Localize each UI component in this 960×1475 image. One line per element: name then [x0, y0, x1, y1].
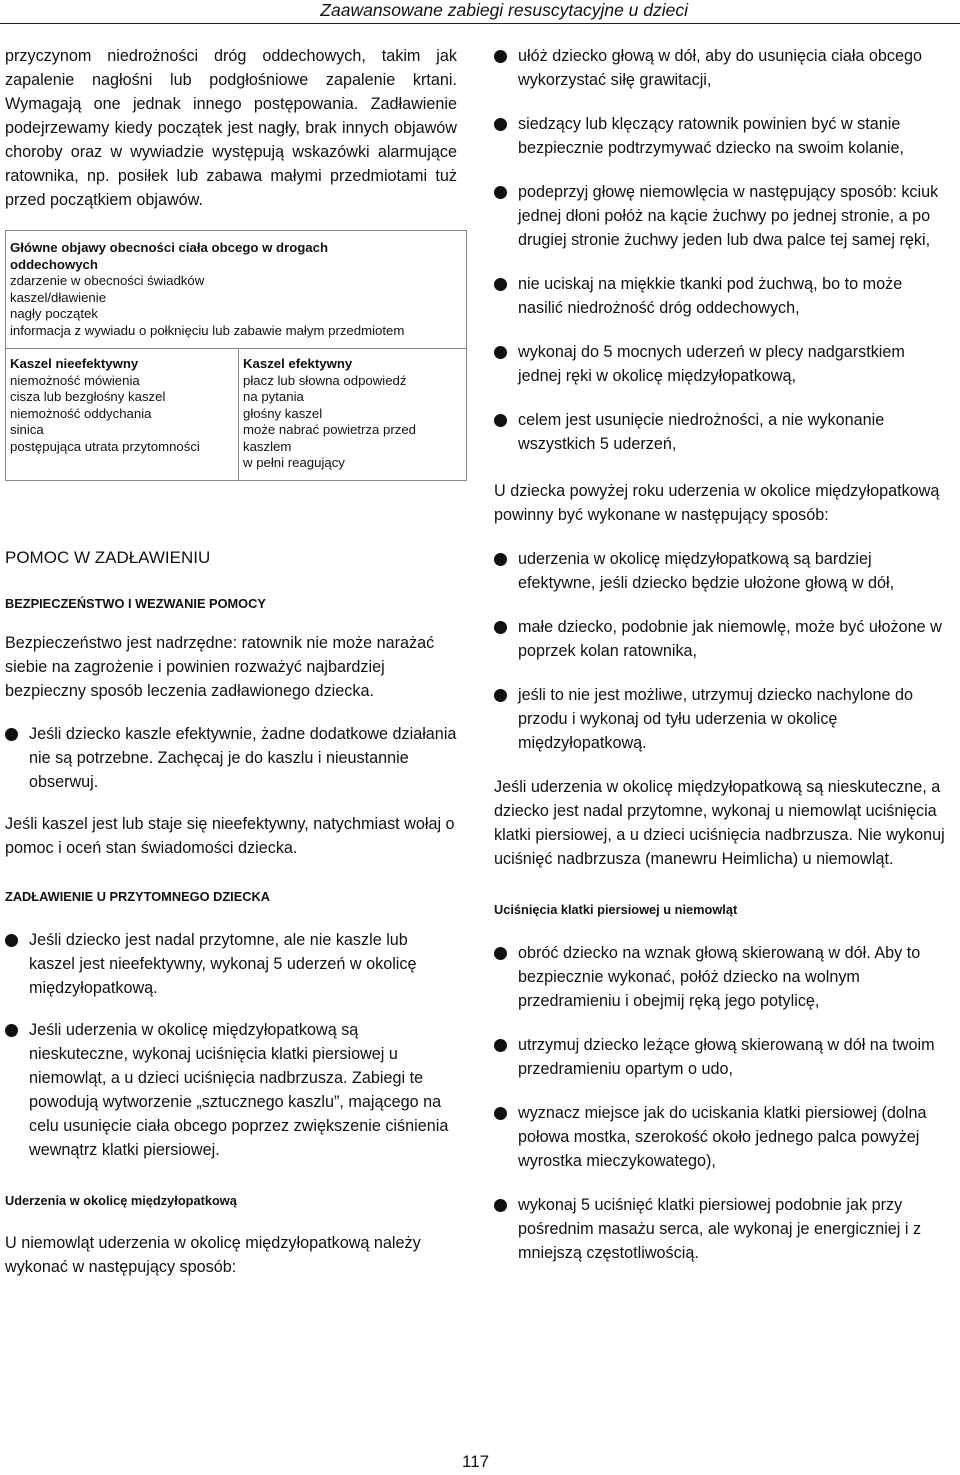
infant-back-blow-bullet: nie uciskaj na miękkie tkanki pod żuchwą, bo to może nasilić niedrożność dróg oddechowych, [494, 272, 949, 320]
cough-comparison [6, 349, 466, 480]
ineffective-cough-item: niemożność mówienia [10, 372, 140, 388]
symptoms-box-header [6, 231, 466, 349]
left-column [5, 44, 457, 1279]
interscapular-paragraph: U niemowląt uderzenia w okolicę międzyłopatkową należy wykonać w następujący sposób: [5, 1233, 421, 1276]
ineffective-cough-item: cisza lub bezgłośny kaszel [10, 389, 166, 404]
ineffective-cough-paragraph: Jeśli kaszel jest lub staje się nieefektywny, natychmiast wołaj o pomoc i oceń stan świadomości dziecka. [5, 814, 455, 857]
safety-bullet: Jeśli dziecko kaszle efektywnie, żadne dodatkowe działania nie są potrzebne. Zachęcaj je do kaszlu i nieustannie obserwuj. [5, 722, 457, 794]
conscious-child-heading: ZADŁAWIENIE U PRZYTOMNEGO DZIECKA [5, 888, 270, 904]
infant-back-blow-bullet: wykonaj do 5 mocnych uderzeń w plecy nadgarstkiem jednej ręki w okolicę międzyłopatkową, [494, 340, 949, 388]
chest-thrust-bullet: wyznacz miejsce jak do uciskania klatki piersiowej (dolna połowa mostka, szerokość około jednego palca powyżej wyrostka mieczykowatego), [494, 1101, 949, 1173]
symptoms-box [5, 230, 467, 481]
section-title: POMOC W ZADŁAWIENIU [5, 547, 211, 567]
child-back-blow-bullet: jeśli to nie jest możliwe, utrzymuj dziecko nachylone do przodu i wykonaj od tyłu uderzenia w okolicę międzyłopatkową. [494, 683, 949, 755]
effective-cough-item: na pytania [243, 389, 304, 404]
ineffective-cough-item: postępująca utrata przytomności [10, 438, 200, 454]
symptom-line: kaszel/dławienie [10, 289, 107, 305]
effective-cough-item: kaszlem [243, 438, 292, 454]
infant-back-blow-bullet: celem jest usunięcie niedrożności, a nie wykonanie wszystkich 5 uderzeń, [494, 408, 949, 456]
running-header: Zaawansowane zabiegi resuscytacyjne u dzieci [320, 0, 688, 20]
ineffective-cough-item: sinica [10, 422, 44, 437]
effective-cough-item: płacz lub słowna odpowiedź [243, 372, 407, 388]
chest-thrust-intro-paragraph: Jeśli uderzenia w okolicę międzyłopatkową są nieskuteczne, a dziecko jest nadal przytomne, wykonaj u niemowląt uciśnięcia klatki piersiowej, a u dzieci uciśnięcia nadbrzusza. Nie wykonuj uciśnięć nadbrzusza (manewru Heimlicha) u niemowląt. [494, 778, 945, 868]
child-back-blow-bullet: uderzenia w okolicę międzyłopatkową są bardziej efektywne, jeśli dziecko będzie ułożone głową w dół, [494, 547, 949, 595]
chest-thrust-bullet: utrzymuj dziecko leżące głową skierowaną w dół na twoim przedramieniu opartym o udo, [494, 1033, 949, 1081]
chest-thrust-heading: Uciśnięcia klatki piersiowej u niemowląt [494, 902, 738, 917]
page-number: 117 [462, 1452, 490, 1471]
infant-back-blow-bullet: ułóż dziecko głową w dół, aby do usunięcia ciała obcego wykorzystać siłę grawitacji, [494, 44, 949, 92]
symptoms-box-title: Główne objawy obecności ciała obcego w drogach [10, 240, 329, 255]
effective-cough-item: głośny kaszel [243, 405, 323, 421]
interscapular-heading: Uderzenia w okolicę międzyłopatkową [5, 1192, 237, 1208]
intro-paragraph: przyczynom niedrożności dróg oddechowych, takim jak zapalenie nagłośni lub podgłośniowe zapalenie krtani. Wymagają one jednak innego postępowania. Zadławienie podejrzewamy kiedy początek jest nagły, brak innych objawów choroby oraz w wywiadzie występują wskazówki alarmujące ratownika, np. posiłek lub zabawa małymi przedmiotami tuż przed początkiem objawów. [5, 47, 457, 209]
symptom-line: informacja z wywiadu o połknięciu lub zabawie małym przedmiotem [10, 322, 405, 338]
symptoms-box-title-cont: oddechowych [10, 256, 98, 272]
ineffective-cough-item: niemożność oddychania [10, 405, 152, 421]
child-back-blow-bullet: małe dziecko, podobnie jak niemowlę, może być ułożone w poprzek kolan ratownika, [494, 615, 949, 663]
ineffective-cough-title: Kaszel nieefektywny [10, 356, 139, 371]
infant-back-blow-bullet: podeprzyj głowę niemowlęcia w następujący sposób: kciuk jednej dłoni połóż na kącie żuchwy po jednej stronie, a po drugiej stronie żuchwy jeden lub dwa palce tej samej ręki, [494, 180, 949, 252]
header-rule [0, 23, 960, 24]
chest-thrust-bullet: wykonaj 5 uciśnięć klatki piersiowej podobnie jak przy pośrednim masażu serca, ale wykonaj je energiczniej i z mniejszą częstotliwością. [494, 1193, 949, 1265]
symptom-line: nagły początek [10, 306, 98, 321]
effective-cough-item: może nabrać powietrza przed [243, 422, 416, 437]
ineffective-cough-column [6, 349, 239, 480]
infant-back-blow-bullet: siedzący lub klęczący ratownik powinien być w stanie bezpiecznie podtrzymywać dziecko na swoim kolanie, [494, 112, 949, 160]
conscious-bullet: Jeśli dziecko jest nadal przytomne, ale nie kaszle lub kaszel jest nieefektywny, wykonaj 5 uderzeń w okolicę międzyłopatkową. [5, 928, 457, 1000]
conscious-bullet: Jeśli uderzenia w okolicę międzyłopatkową są nieskuteczne, wykonaj uciśnięcia klatki piersiowej u niemowląt, a u dzieci uciśnięcia nadbrzusza. Zabiegi te powodują wytworzenie „sztucznego kaszlu”, mającego na celu usunięcie ciała obcego poprzez zwiększenie ciśnienia wewnątrz klatki piersiowej. [5, 1018, 457, 1162]
effective-cough-column [239, 349, 416, 480]
effective-cough-item: w pełni reagujący [243, 455, 345, 470]
chest-thrust-bullet: obróć dziecko na wznak głową skierowaną w dół. Aby to bezpiecznie wykonać, połóż dziecko na wolnym przedramieniu i obejmij ręką jego potylicę, [494, 941, 949, 1013]
right-column [494, 44, 949, 1265]
symptom-line: zdarzenie w obecności świadków [10, 273, 205, 288]
child-back-blow-paragraph: U dziecka powyżej roku uderzenia w okolice międzyłopatkową powinny być wykonane w następujący sposób: [494, 482, 940, 524]
safety-paragraph: Bezpieczeństwo jest nadrzędne: ratownik nie może narażać siebie na zagrożenie i powinien rozważyć najbardziej bezpieczny sposób leczenia zadławionego dziecka. [5, 633, 435, 700]
effective-cough-title: Kaszel efektywny [243, 356, 353, 371]
safety-heading: BEZPIECZEŃSTWO I WEZWANIE POMOCY [5, 595, 266, 611]
